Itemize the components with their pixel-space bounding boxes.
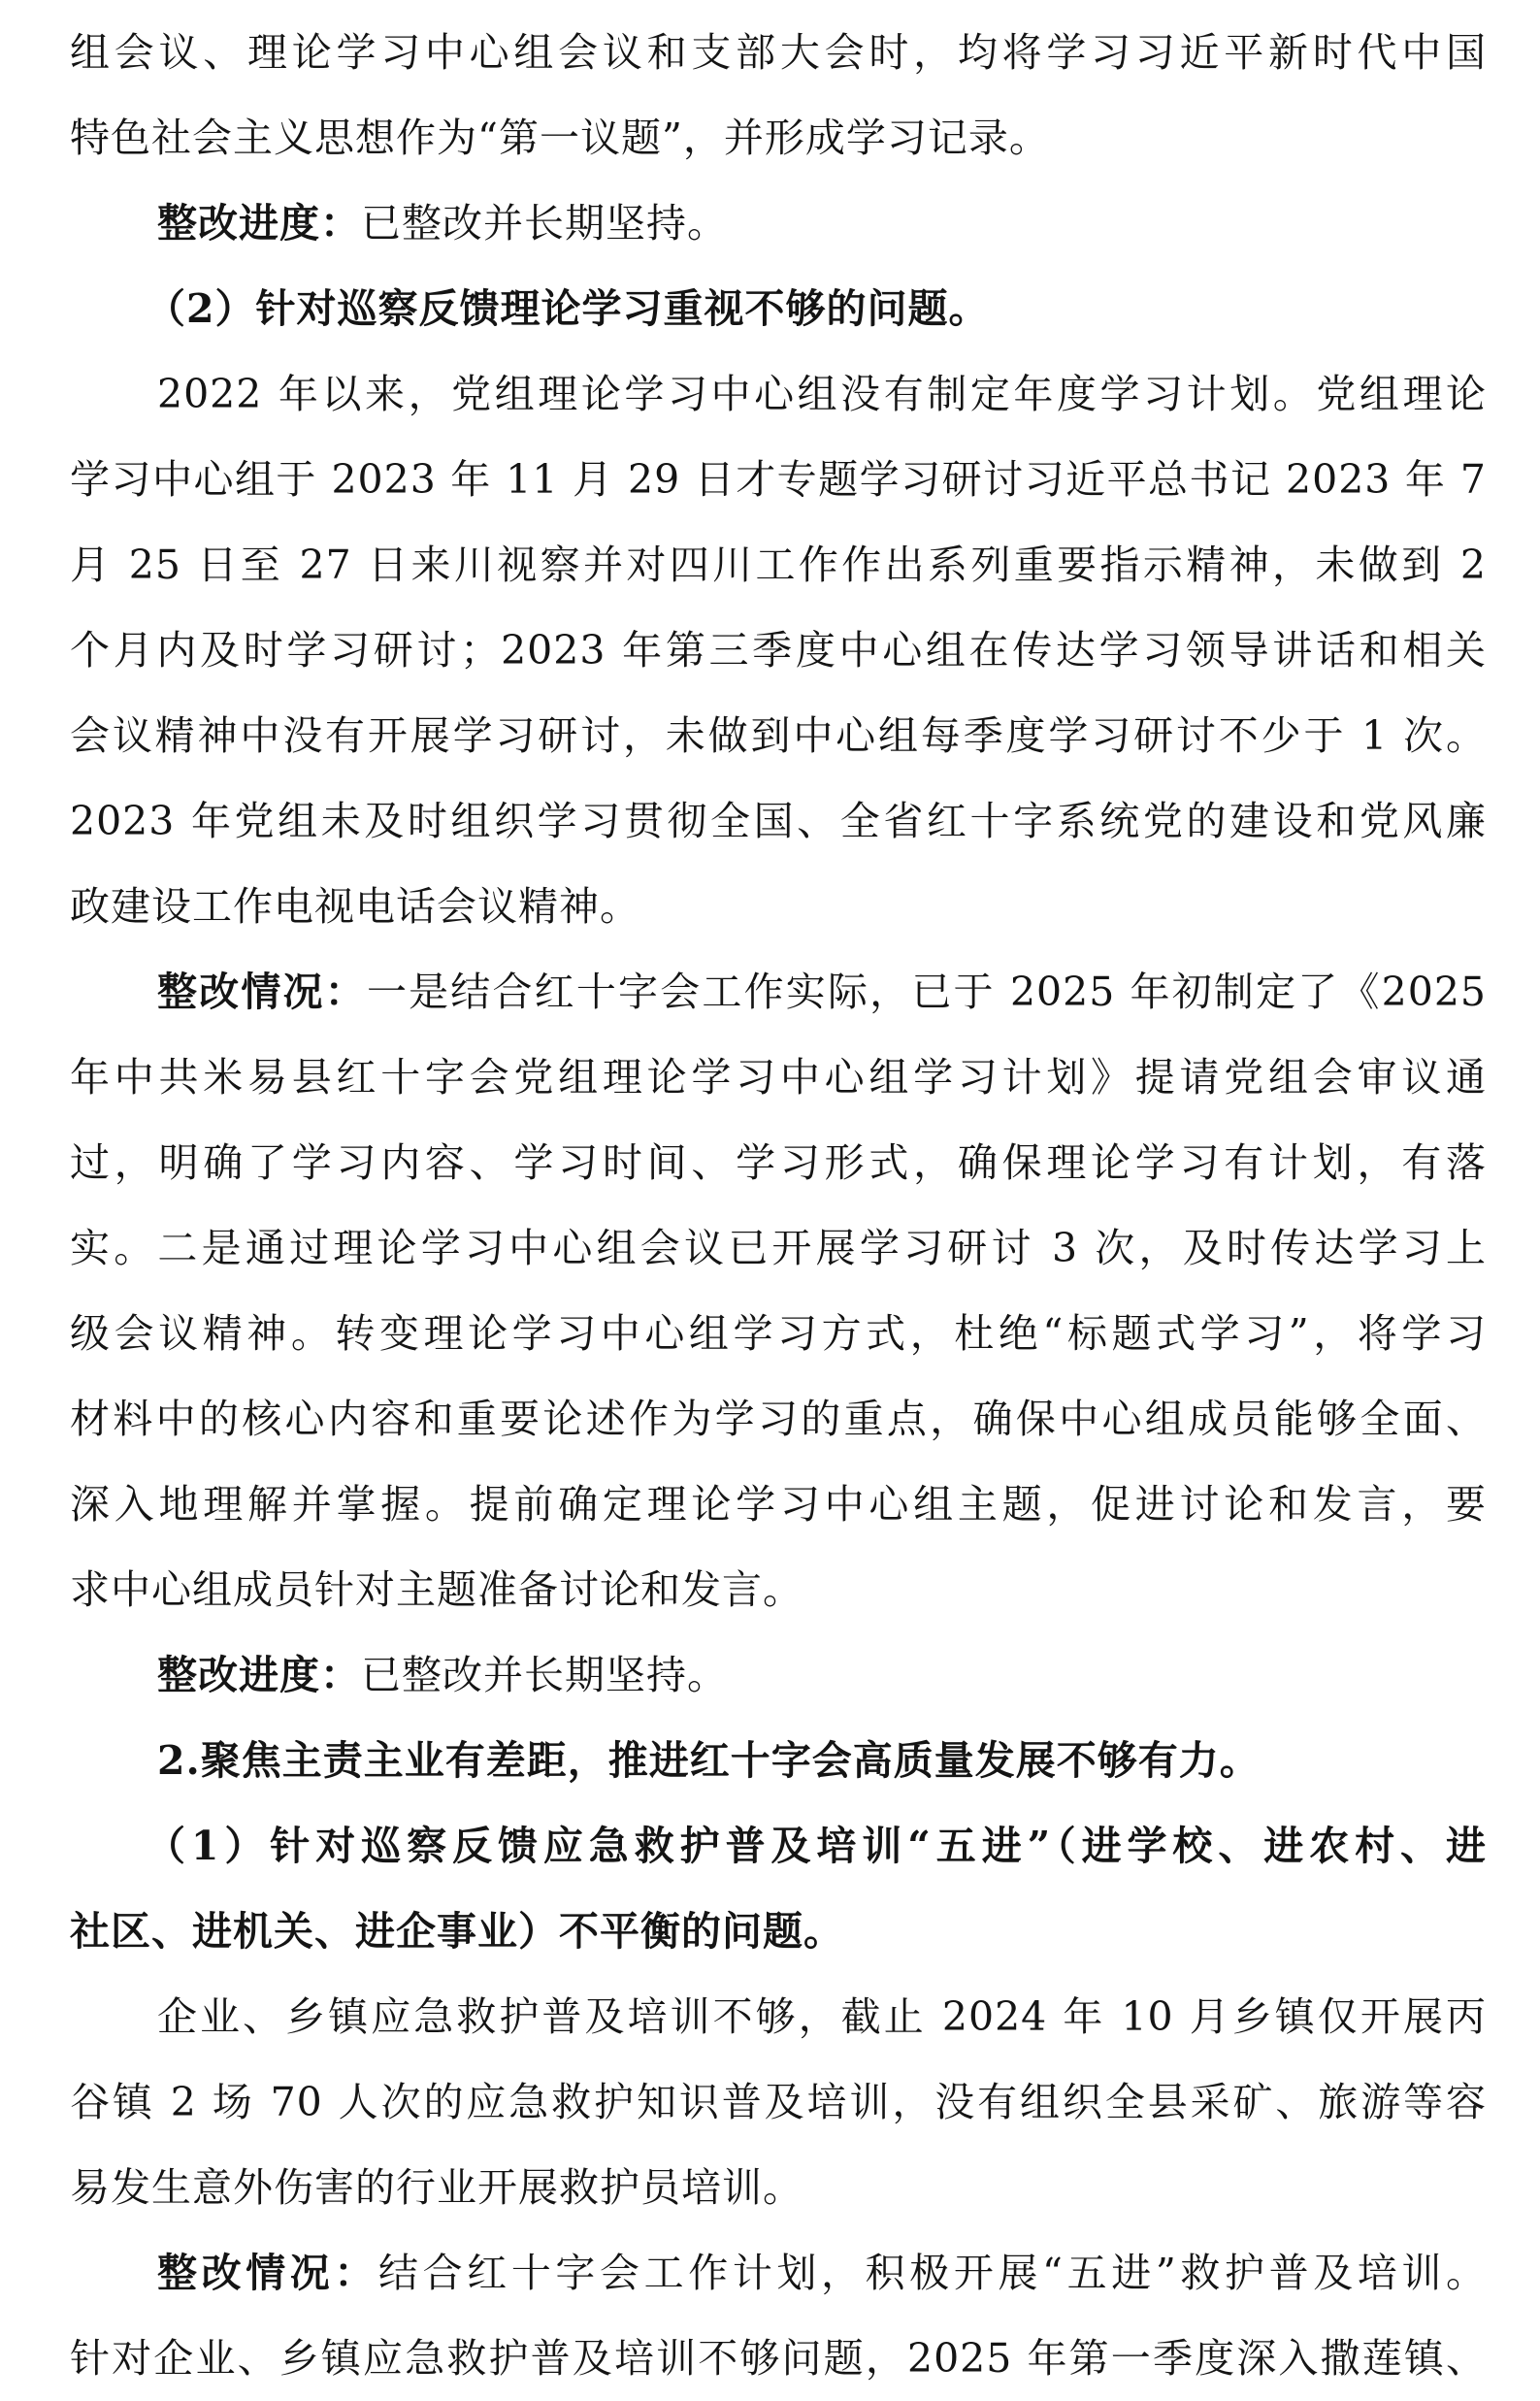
paragraph-training-problem bbox=[70, 1974, 1487, 2230]
text-line: 谷镇 2 场 70 人次的应急救护知识普及培训，没有组织全县采矿、旅游等容 bbox=[70, 2079, 1487, 2125]
text-line: 级会议精神。转变理论学习中心组学习方式，杜绝“标题式学习”，将学习 bbox=[70, 1310, 1487, 1357]
text-line: 求中心组成员针对主题准备讨论和发言。 bbox=[70, 1566, 803, 1613]
progress-text: 已整改并长期坚持。 bbox=[361, 200, 728, 247]
text-line: 学习中心组于 2023 年 11 月 29 日才专题学习研讨习近平总书记 2023 年 7 bbox=[70, 456, 1487, 503]
progress-label: 整改进度： bbox=[157, 1652, 361, 1698]
section-heading-2: （2）针对巡察反馈理论学习重视不够的问题。 bbox=[146, 285, 990, 332]
text-line: 材料中的核心内容和重要论述作为学习的重点，确保中心组成员能够全面、 bbox=[70, 1396, 1487, 1442]
text-line: 月 25 日至 27 日来川视察并对四川工作作出系列重要指示精神，未做到 2 bbox=[70, 542, 1487, 588]
text-line bbox=[70, 949, 1487, 1035]
paragraph-rectification-2 bbox=[70, 2230, 1487, 2401]
section-heading-main-2: 2.聚焦主责主业有差距，推进红十字会高质量发展不够有力。 bbox=[157, 1737, 1261, 1784]
progress-text: 已整改并长期坚持。 bbox=[361, 1652, 728, 1698]
text-line: 个月内及时学习研讨；2023 年第三季度中心组在传达学习领导讲话和相关 bbox=[70, 627, 1487, 674]
text-line: 政建设工作电视电话会议精神。 bbox=[70, 883, 640, 930]
progress-label: 整改进度： bbox=[157, 200, 361, 247]
paragraph-rectification-1 bbox=[70, 949, 1487, 1632]
rectification-label: 整改情况： bbox=[157, 2250, 379, 2296]
text-line: 特色社会主义思想作为“第一议题”，并形成学习记录。 bbox=[70, 115, 1050, 161]
text-line: 会议精神中没有开展学习研讨，未做到中心组每季度学习研讨不少于 1 次。 bbox=[70, 712, 1487, 759]
paragraph-progress-2 bbox=[70, 1632, 1487, 1718]
paragraph-progress-1 bbox=[70, 181, 1487, 266]
text-line: 易发生意外伤害的行业开展救护员培训。 bbox=[70, 2164, 803, 2211]
text-line: 2022 年以来，党组理论学习中心组没有制定年度学习计划。党组理论 bbox=[157, 371, 1487, 417]
text-line: （1）针对巡察反馈应急救护普及培训“五进”（进学校、进农村、进 bbox=[146, 1823, 1487, 1869]
section-heading-1 bbox=[70, 1803, 1487, 1974]
text-line: 年中共米易县红十字会党组理论学习中心组学习计划》提请党组会审议通 bbox=[70, 1054, 1487, 1101]
document-page bbox=[70, 10, 1487, 2401]
text-line: 组会议、理论学习中心组会议和支部大会时，均将学习习近平新时代中国 bbox=[70, 29, 1487, 76]
text-line: 2023 年党组未及时组织学习贯彻全国、全省红十字系统党的建设和党风廉 bbox=[70, 798, 1487, 844]
text-line: 社区、进机关、进企事业）不平衡的问题。 bbox=[70, 1908, 844, 1955]
rectification-label: 整改情况： bbox=[157, 969, 367, 1015]
text-line bbox=[70, 2230, 1487, 2316]
rectification-text: 一是结合红十字会工作实际，已于 2025 年初制定了《2025 bbox=[366, 969, 1487, 1015]
text-line: 企业、乡镇应急救护普及培训不够，截止 2024 年 10 月乡镇仅开展丙 bbox=[157, 1993, 1487, 2040]
text-line: 深入地理解并掌握。提前确定理论学习中心组主题，促进讨论和发言，要 bbox=[70, 1481, 1487, 1528]
text-line: 实。二是通过理论学习中心组会议已开展学习研讨 3 次，及时传达学习上 bbox=[70, 1225, 1487, 1271]
paragraph-study-record bbox=[70, 10, 1487, 181]
text-line: 针对企业、乡镇应急救护普及培训不够问题，2025 年第一季度深入撒莲镇、 bbox=[70, 2335, 1487, 2382]
paragraph-problem-description bbox=[70, 351, 1487, 949]
text-line: 过，明确了学习内容、学习时间、学习形式，确保理论学习有计划，有落 bbox=[70, 1139, 1487, 1186]
rectification-text: 结合红十字会工作计划，积极开展“五进”救护普及培训。 bbox=[378, 2250, 1487, 2296]
